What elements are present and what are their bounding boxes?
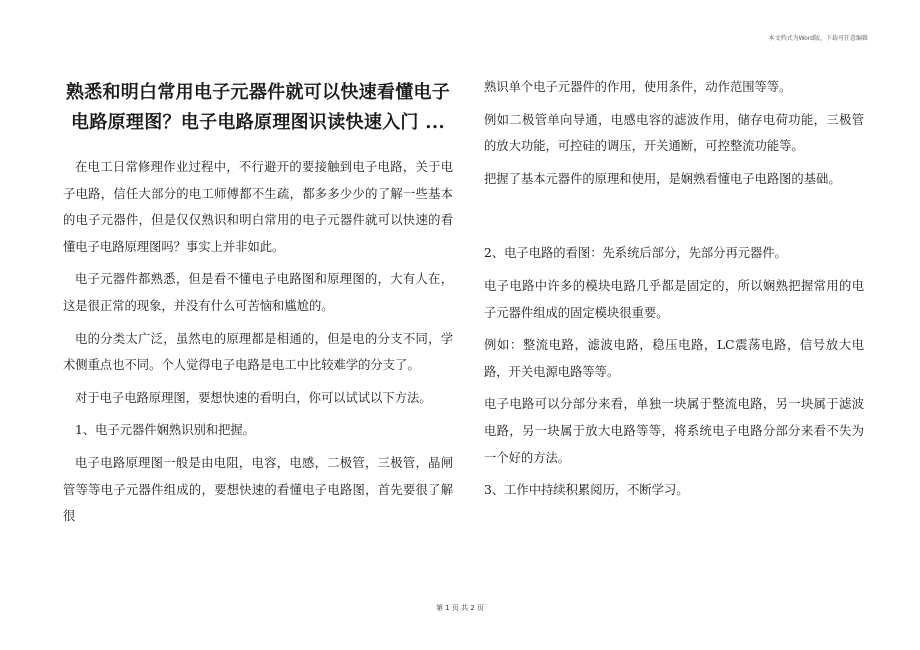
left-column bbox=[63, 72, 453, 536]
paragraph: 例如：整流电路，滤波电路，稳压电路，LC震荡电路，信号放大电路，开关电源电路等等。 bbox=[484, 338, 864, 379]
paragraph: 把握了基本元器件的原理和使用，是娴熟看懂电子电路图的基础。 bbox=[484, 171, 841, 186]
section-heading: 2、电子电路的看图：先系统后部分，先部分再元器件。 bbox=[484, 246, 787, 261]
section-heading: 1、电子元器件娴熟识别和把握。 bbox=[75, 423, 255, 438]
paragraph: 在电工日常修理作业过程中，不行避开的要接触到电子电路，关于电子电路，信任大部分的电工师傅都不生疏，都多多少少的了解一些基本的电子元器件，但是仅仅熟识和明白常用的电子元器件就可以快速的看懂电子电路原理图吗？事实上并非如此。 bbox=[63, 160, 453, 254]
paragraph: 电子电路中许多的模块电路几乎都是固定的，所以娴熟把握常用的电子元器件组成的固定模块很重要。 bbox=[484, 278, 864, 320]
paragraph: 例如二极管单向导通，电感电容的滤波作用，储存电荷功能，三极管的放大功能，可控硅的调压，开关通断，可控整流功能等。 bbox=[484, 112, 864, 154]
section-heading: 3、工作中持续积累阅历，不断学习。 bbox=[484, 483, 689, 498]
paragraph: 电子电路可以分部分来看，单独一块属于整流电路，另一块属于滤波电路，另一块属于放大电路等等，将系统电子电路分部分来看不失为一个好的方法。 bbox=[484, 397, 864, 465]
paragraph: 电子元器件都熟悉，但是看不懂电子电路图和原理图的，大有人在，这是很正常的现象，并没有什么可苦恼和尴尬的。 bbox=[63, 272, 453, 313]
paragraph-gap bbox=[484, 198, 864, 240]
paragraph: 电子电路原理图一般是由电阻，电容，电感，二极管，三极管，晶闸管等等电子元器件组成的，要想快速的看懂电子电路图，首先要很了解很 bbox=[63, 455, 453, 524]
right-column bbox=[484, 74, 864, 510]
header-note: 本文档式为Word版，下载可任意编辑 bbox=[768, 35, 868, 42]
paragraph: 对于电子电路原理图，要想快速的看明白，你可以试试以下方法。 bbox=[75, 390, 432, 405]
paragraph: 熟识单个电子元器件的作用，使用条件，动作范围等等。 bbox=[484, 80, 792, 94]
page-footer: 第 1 页 共 2 页 bbox=[435, 604, 485, 612]
paragraph: 电的分类太广泛，虽然电的原理都是相通的，但是电的分支不同，学术侧重点也不同。个人觉得电子电路是电工中比较难学的分支了。 bbox=[63, 331, 453, 373]
page-title: 熟悉和明白常用电子元器件就可以快速看懂电子电路原理图？电子电路原理图识读快速入门 ... bbox=[65, 82, 451, 133]
